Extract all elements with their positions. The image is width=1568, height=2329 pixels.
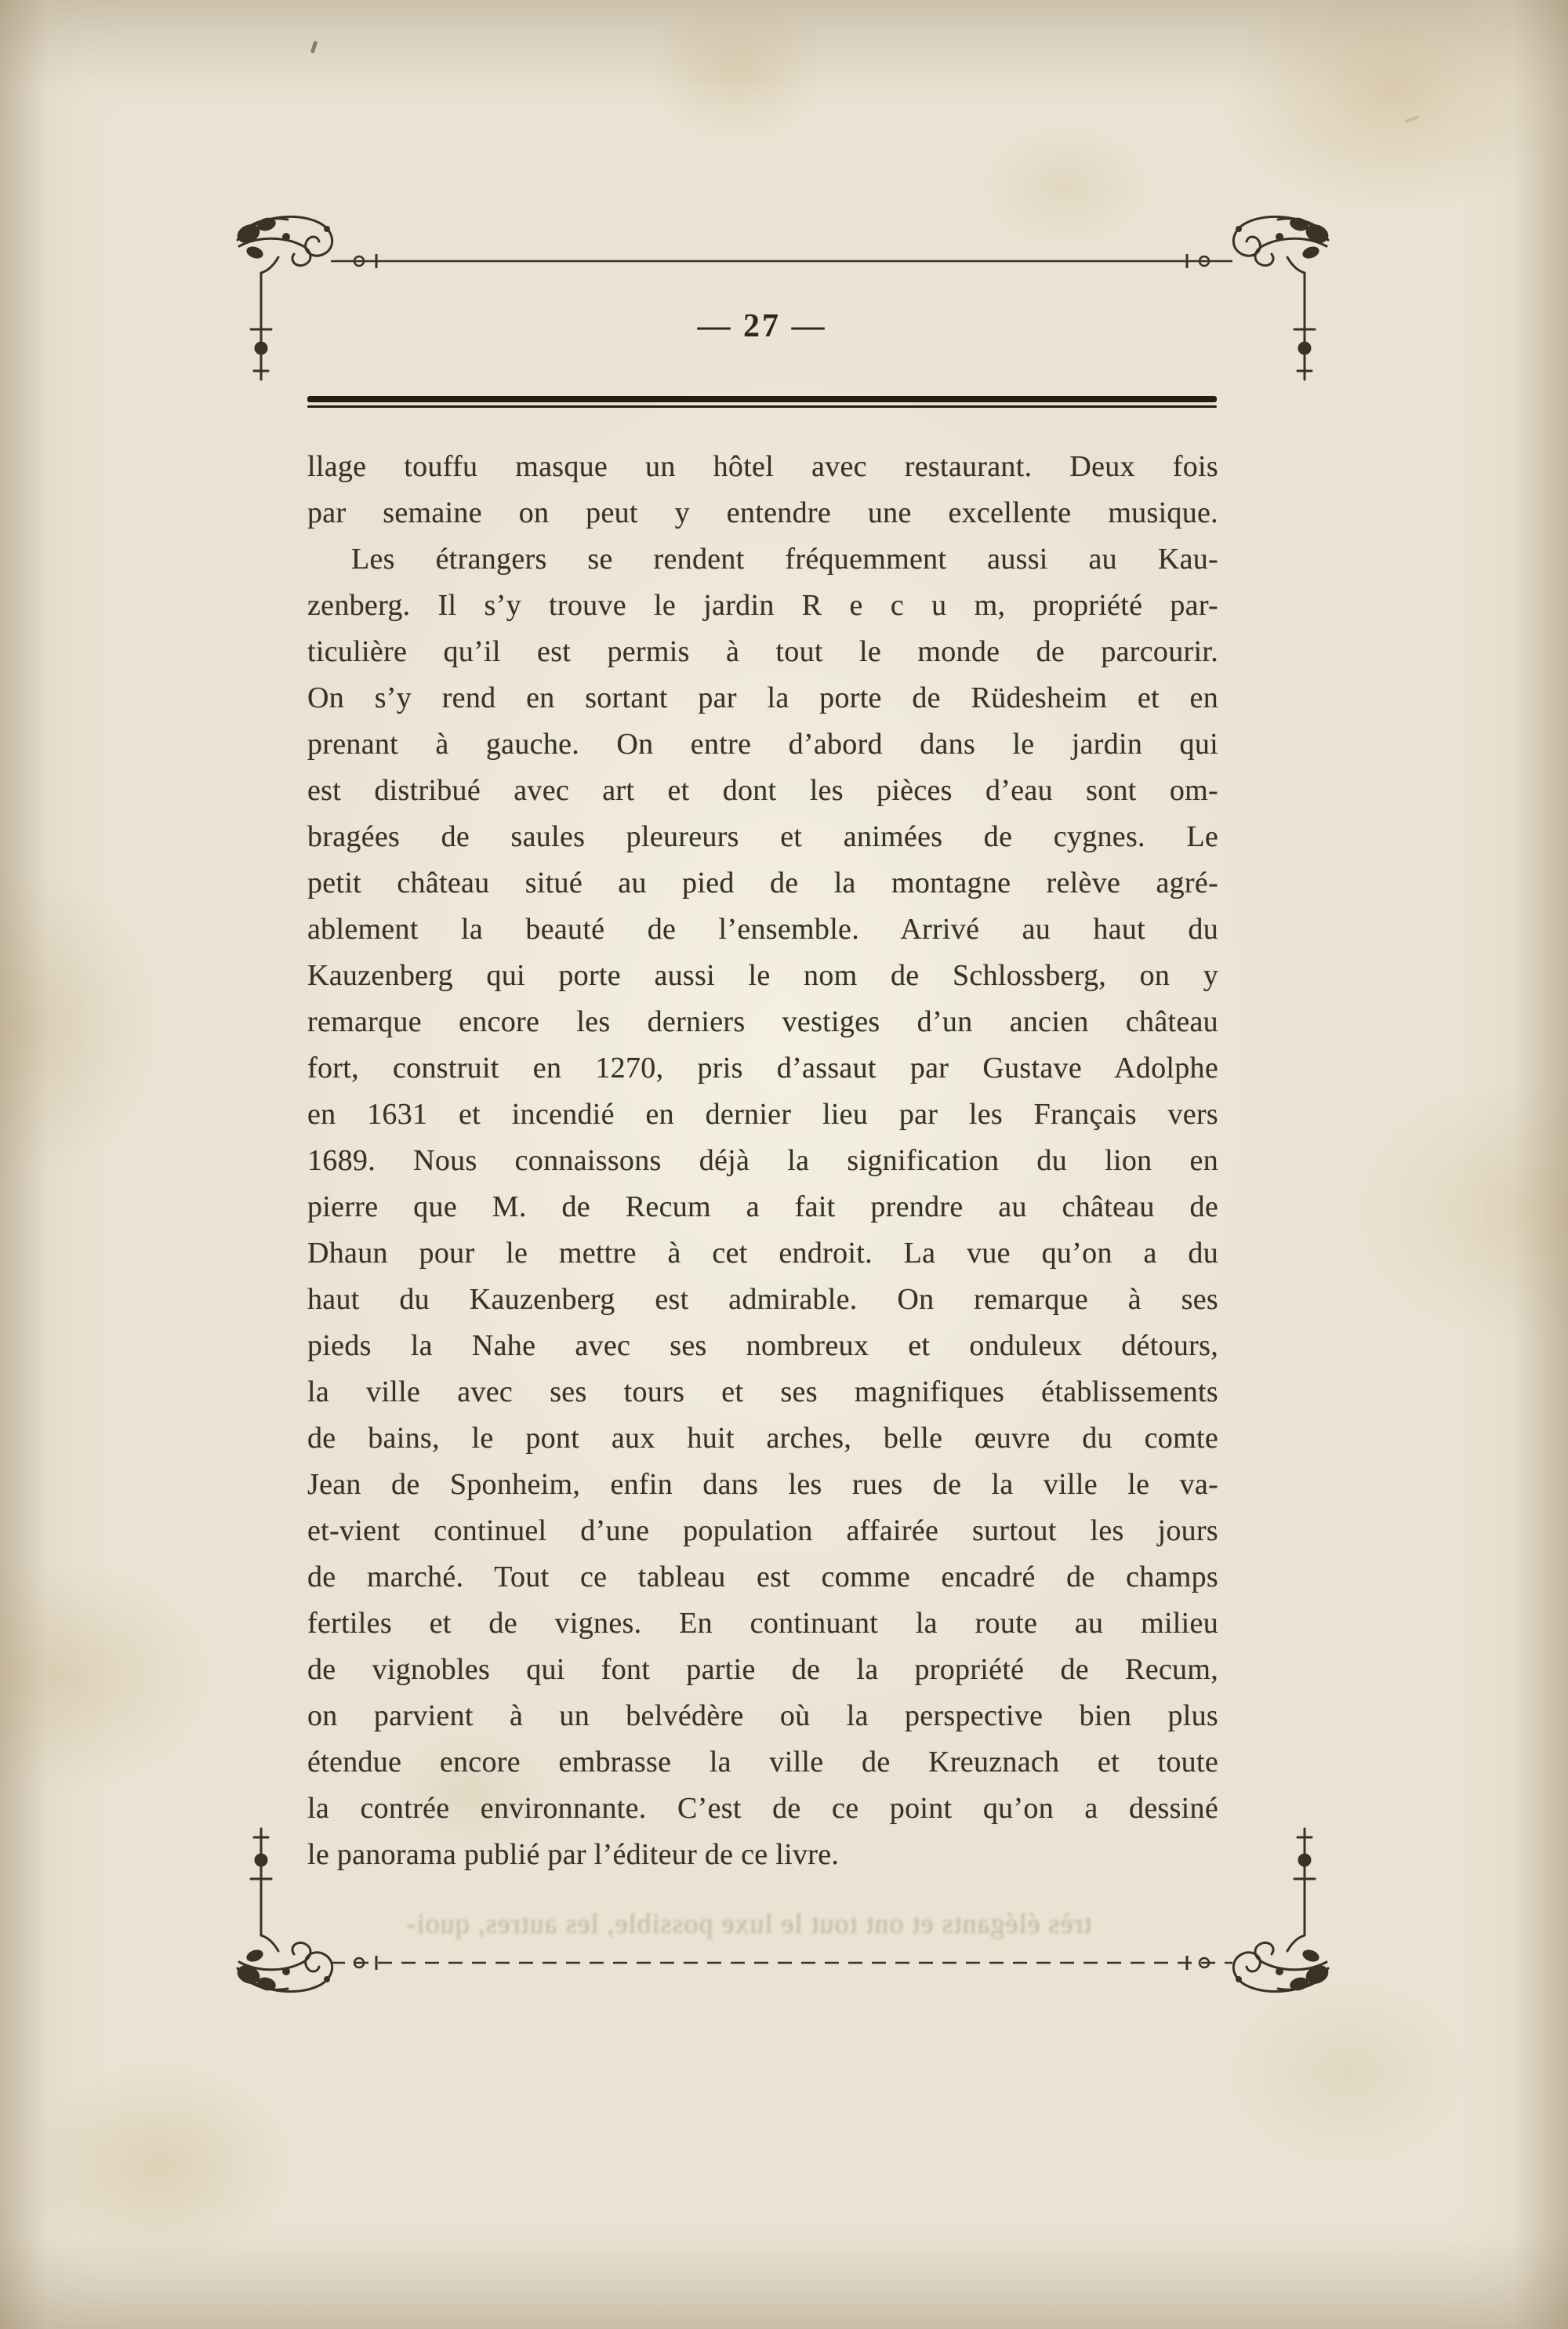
text-line: fort, construit en 1270, pris d’assaut par Gustave Adolphe xyxy=(307,1052,1218,1085)
corner-ornament-top-right xyxy=(1217,210,1334,391)
text-line: remarque encore les derniers vestiges d’un ancien château xyxy=(307,1005,1218,1038)
text-line: et-vient continuel d’une population affairée surtout les jours xyxy=(307,1514,1218,1547)
heading-rule xyxy=(307,396,1217,408)
top-rule xyxy=(331,251,1232,275)
text-line: On s’y rend en sortant par la porte de Rüdesheim et en xyxy=(307,681,1218,714)
dashed-rule-icon xyxy=(331,1953,1232,1973)
text-line: en 1631 et incendié en dernier lieu par les Français vers xyxy=(307,1098,1218,1131)
rule-line-icon xyxy=(331,251,1232,271)
floral-flourish-icon xyxy=(1217,1818,1334,1998)
text-line: 1689. Nous connaissons déjà la signification du lion en xyxy=(307,1144,1218,1177)
text-line: est distribué avec art et dont les pièces d’eau sont om- xyxy=(307,774,1218,807)
text-line: bragées de saules pleureurs et animées de cygnes. Le xyxy=(307,820,1218,853)
corner-ornament-bottom-right xyxy=(1217,1818,1334,1998)
corner-ornament-top-left xyxy=(231,210,349,391)
body-text xyxy=(307,444,1218,1878)
text-line: on parvient à un belvédère où la perspective bien plus xyxy=(307,1699,1218,1732)
bottom-rule xyxy=(331,1953,1232,1977)
text-line: Les étrangers se rendent fréquemment aussi au Kau- xyxy=(351,543,1218,576)
text-line: ticulière qu’il est permis à tout le monde de parcourir. xyxy=(307,635,1218,668)
show-through-text: très élégants et ont tout le luxe possible, les autres, quoi- xyxy=(405,1908,1092,1939)
text-line: le panorama publié par l’éditeur de ce livre. xyxy=(307,1838,840,1871)
text-line: la contrée environnante. C’est de ce point qu’on a dessiné xyxy=(307,1792,1218,1825)
text-line: pierre que M. de Recum a fait prendre au château de xyxy=(307,1190,1218,1223)
text-line: Dhaun pour le mettre à cet endroit. La vue qu’on a du xyxy=(307,1237,1218,1270)
heading-rule-thin-line xyxy=(307,405,1217,408)
floral-flourish-icon xyxy=(231,210,349,391)
page-number: — 27 — xyxy=(697,308,827,344)
text-line: haut du Kauzenberg est admirable. On remarque à ses xyxy=(307,1283,1218,1316)
text-line: de marché. Tout ce tableau est comme encadré de champs xyxy=(307,1561,1218,1593)
text-line: par semaine on peut y entendre une excellente musique. xyxy=(307,496,1218,529)
text-line: la ville avec ses tours et ses magnifiques établissements xyxy=(307,1375,1218,1408)
text-line: de vignobles qui font partie de la propriété de Recum, xyxy=(307,1653,1218,1686)
text-line: étendue encore embrasse la ville de Kreuznach et toute xyxy=(307,1746,1218,1779)
text-line: zenberg. Il s’y trouve le jardin R e c u m, propriété par- xyxy=(307,589,1218,622)
text-line: llage touffu masque un hôtel avec restaurant. Deux fois xyxy=(307,450,1218,483)
paper-mark xyxy=(1405,115,1419,123)
text-line: Jean de Sponheim, enfin dans les rues de la ville le va- xyxy=(307,1468,1218,1501)
text-line: pieds la Nahe avec ses nombreux et onduleux détours, xyxy=(307,1329,1218,1362)
floral-flourish-icon xyxy=(1217,210,1334,391)
text-line: de bains, le pont aux huit arches, belle œuvre du comte xyxy=(307,1422,1218,1455)
heading-rule-thick-line xyxy=(307,396,1217,402)
text-line: ablement la beauté de l’ensemble. Arrivé au haut du xyxy=(307,913,1218,946)
text-line: fertiles et de vignes. En continuant la route au milieu xyxy=(307,1607,1218,1640)
text-line: petit château situé au pied de la montagne relève agré- xyxy=(307,867,1218,899)
text-line: Kauzenberg qui porte aussi le nom de Schlossberg, on y xyxy=(307,959,1218,992)
ink-speck xyxy=(310,41,318,54)
text-line: prenant à gauche. On entre d’abord dans le jardin qui xyxy=(307,728,1218,761)
